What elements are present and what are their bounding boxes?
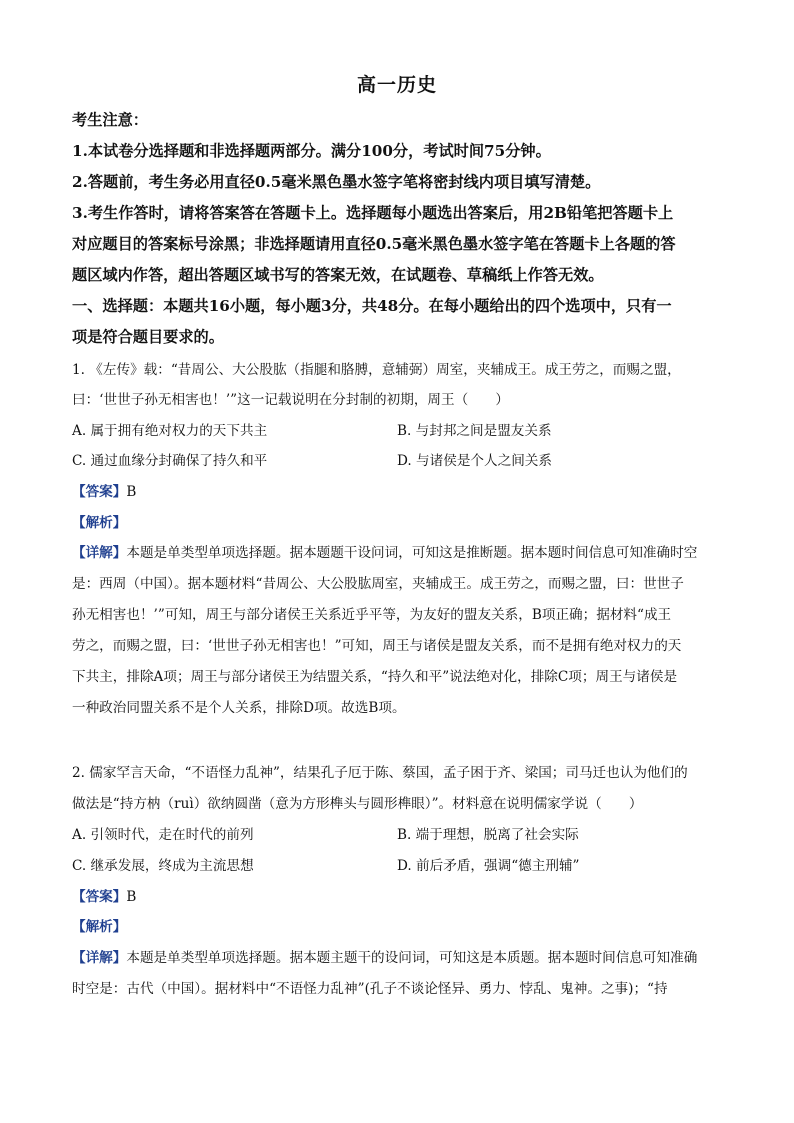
q2-option-c: C. 继承发展，终成为主流思想 [72, 858, 254, 874]
q1-detail-line-1 [72, 544, 726, 562]
notice-line-3: 3.考生作答时，请将答案答在答题卡上。选择题每小题选出答案后，用2B铅笔把答题卡上 [72, 204, 674, 222]
q1-analysis-tag: 【解析】 [72, 515, 127, 531]
q2-option-a: A. 引领时代，走在时代的前列 [72, 827, 254, 843]
notice-line-4: 对应题目的答案标号涂黑；非选择题请用直径0.5毫米黑色墨水签字笔在答题卡上各题的答 [72, 235, 676, 253]
q1-answer-value: B [126, 484, 137, 500]
notice-line-5: 题区域内作答，超出答题区域书写的答案无效，在试题卷、草稿纸上作答无效。 [72, 266, 604, 284]
q1-detail-line-6: 一种政治同盟关系不是个人关系，排除D项。故选B项。 [72, 700, 406, 716]
q1-option-d: D. 与诸侯是个人之间关系 [397, 453, 552, 469]
q2-detail-first: 本题是单类型单项选择题。据本题主题干的设问词，可知这是本质题。据本题时间信息可知准确 [126, 950, 698, 966]
q2-detail-tag: 【详解】 [72, 950, 127, 966]
q1-detail-line-3: 孙无相害也！’”可知，周王与部分诸侯王关系近乎平等，为友好的盟友关系，B项正确；据材料“成王 [72, 607, 672, 623]
notice-line-2: 2.答题前，考生务必用直径0.5毫米黑色墨水签字笔将密封线内项目填写清楚。 [72, 173, 601, 191]
q1-option-a: A. 属于拥有绝对权力的天下共主 [72, 423, 268, 439]
q1-analysis [72, 514, 126, 532]
section-heading-line-1: 一、选择题：本题共16小题，每小题3分，共48分。在每小题给出的四个选项中，只有一 [72, 297, 672, 315]
q2-detail-line-1 [72, 949, 726, 967]
q1-option-c: C. 通过血缘分封确保了持久和平 [72, 453, 268, 469]
q2-answer-value: B [126, 889, 137, 905]
section-heading-line-2: 项是符合题目要求的。 [72, 328, 224, 346]
page-title: 高一历史 [356, 74, 437, 96]
q1-detail-line-4: 劳之，而赐之盟，曰：‘世世子孙无相害也！”可知，周王与诸侯是盟友关系，而不是拥有绝对权力的天 [72, 638, 682, 654]
q2-option-b: B. 端于理想，脱离了社会实际 [397, 827, 579, 843]
notice-heading: 考生注意： [72, 111, 148, 129]
q1-detail-line-5: 下共主，排除A项；周王与部分诸侯王为结盟关系，“持久和平”说法绝对化，排除C项；周王与诸侯是 [72, 669, 678, 685]
q2-analysis [72, 918, 126, 936]
q1-answer-tag: 【答案】 [72, 484, 127, 500]
notice-line-1: 1.本试卷分选择题和非选择题两部分。满分100分，考试时间75分钟。 [72, 142, 551, 160]
q2-option-d: D. 前后矛盾，强调“德主刑辅” [397, 858, 580, 874]
q2-answer-tag: 【答案】 [72, 889, 127, 905]
q2-answer [72, 888, 136, 906]
q1-detail-first: 本题是单类型单项选择题。据本题题干设问词，可知这是推断题。据本题时间信息可知准确时空 [126, 545, 698, 561]
q2-detail-line-2: 时空是：古代（中国）。据材料中“不语怪力乱神”(孔子不谈论怪异、勇力、悖乱、鬼神。之事)；“持 [72, 981, 668, 997]
q2-stem-line-1: 2. 儒家罕言天命，“不语怪力乱神”，结果孔子厄于陈、蔡国，孟子困于齐、梁国；司马迁也认为他们的 [72, 765, 688, 781]
q1-option-b: B. 与封邦之间是盟友关系 [397, 423, 552, 439]
q2-analysis-tag: 【解析】 [72, 919, 127, 935]
q1-detail-tag: 【详解】 [72, 545, 127, 561]
q1-stem-line-2: 曰：‘世世子孙无相害也！’”这一记载说明在分封制的初期，周王（ ） [72, 392, 509, 408]
q2-stem-line-2: 做法是“持方枘（ruì）欲纳圆凿（意为方形榫头与圆形榫眼）”。材料意在说明儒家学说（ ） [72, 796, 643, 812]
q1-stem-line-1: 1. 《左传》载：“昔周公、大公股肱（指腿和胳膊，意辅弼）周室，夹辅成王。成王劳之，而赐之盟， [72, 362, 681, 378]
q1-detail-line-2: 是：西周（中国）。据本题材料“昔周公、大公股肱周室，夹辅成王。成王劳之，而赐之盟，曰：世世子 [72, 576, 684, 592]
q1-answer [72, 483, 136, 501]
